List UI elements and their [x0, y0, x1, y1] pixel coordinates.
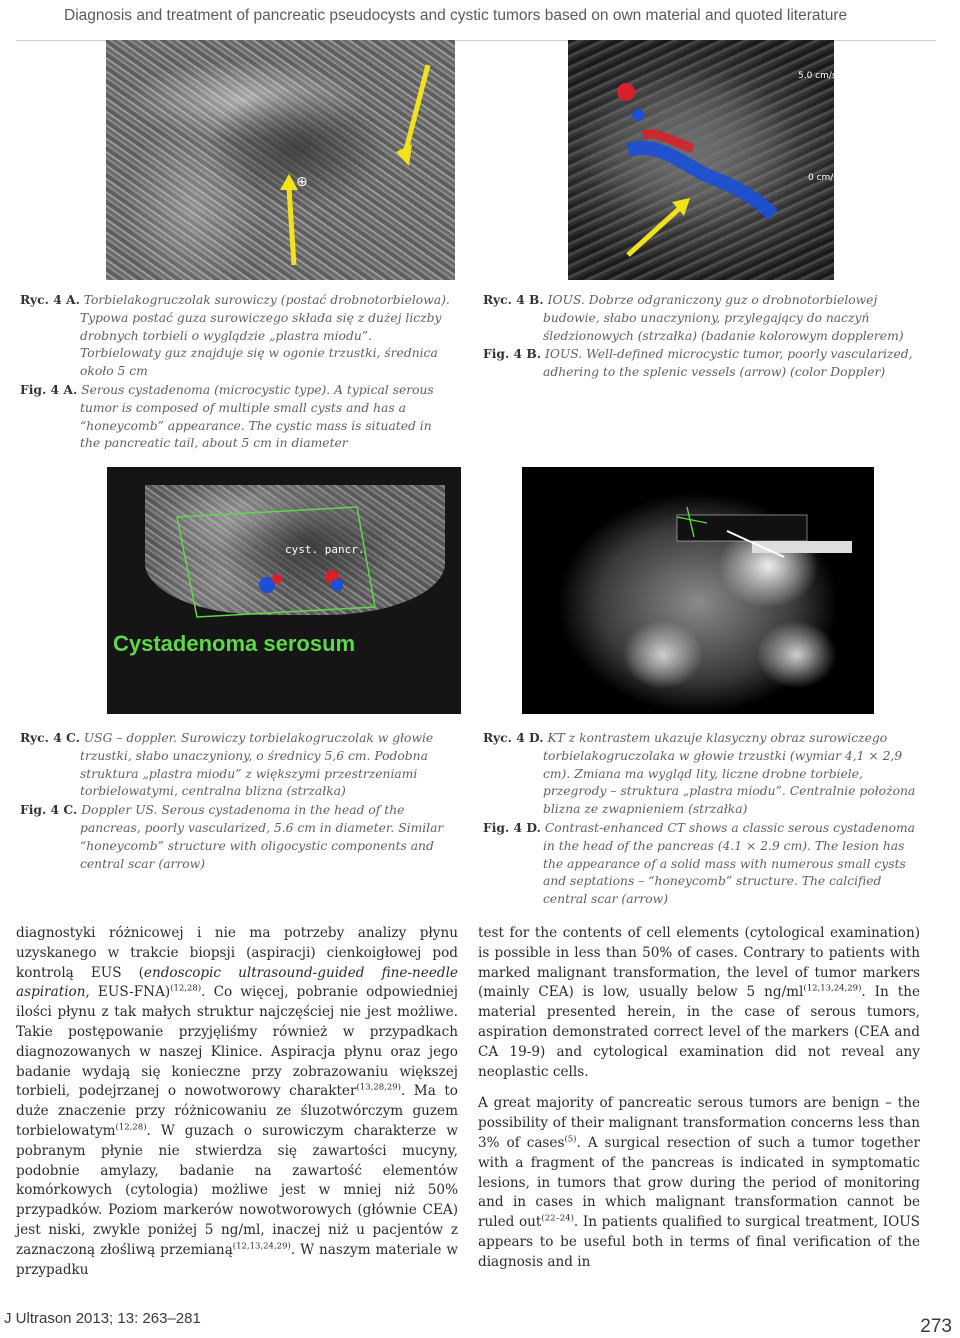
running-header: [16, 4, 936, 41]
figure-4c-overlay: [107, 467, 461, 714]
arrow-head-icon: [396, 144, 412, 166]
figure-4d-overlay: [522, 467, 874, 714]
body-paragraph: test for the contents of cell elements (cytological examination) is possible in less than 50% of cases. Contrary to patients with marked malignant transformation, the level of tumor markers (mainly CEA) is low, usually below 5 ng/ml$^{(12,13,24,29)}$. In the material presented herein, in the case of serous tumors, aspiration demonstrated correct level of the markers (CEA and CA 19-9) and cytological examination did not reveal any neoplastic cells.: [478, 925, 920, 1080]
scale-top-label: 5.0 cm/s: [798, 71, 837, 81]
caption-text: Doppler US. Serous cystadenoma in the head of the pancreas, poorly vascularized, 5.6 cm in diameter. Similar “honeycomb” structure with oligocystic components and central scar (arrow): [80, 803, 444, 871]
scale-bottom-label: 0 cm/s: [808, 173, 839, 183]
caption-text: IOUS. Well-defined microcystic tumor, poorly vascularized, adhering to the splenic vessels (arrow) (color Doppler): [543, 347, 913, 380]
figure-4c-doppler-us: [107, 467, 461, 714]
caption-text: Contrast-enhanced CT shows a classic serous cystadenoma in the head of the pancreas (4.1 × 2.9 cm). The lesion has the appearance of a solid mass with numerous small cysts and septations – “honeycomb” structure. The calcified central scar (arrow): [543, 820, 915, 907]
caption-text: Serous cystadenoma (microcystic type). A typical serous tumor is composed of multiple small cysts and has a “honeycomb” appearance. The cystic mass is situated in the pancreatic tail, about 5 cm in diameter: [80, 382, 434, 451]
caption-text: USG – doppler. Surowiczy torbielakogruczolak w głowie trzustki, słabo unaczyniony, o średnicy 5,6 cm. Podobna struktura „plastra miodu” z większymi przestrzeniami torbielowatymi, centralna blizna (strzałka): [80, 731, 434, 799]
cursor-marker-icon: ⊕: [296, 174, 308, 190]
caption-label: Fig. 4 D.: [483, 819, 541, 835]
body-column-left: [16, 924, 458, 1280]
caption-label: Fig. 4 B.: [483, 346, 542, 362]
caption-4d: [483, 729, 918, 909]
caption-4a: [20, 291, 452, 453]
body-paragraph: A great majority of pancreatic serous tumors are benign – the possibility of their malignant transformation concerns less than 3% of cases$^{(5)}$. A surgical resection of such a tumor together with a fragment of the pancreas is indicated in symptomatic lesions, in tumors that grow during the period of monitoring and in cases in which malignant transformation cannot be ruled out$^{(22-24)}$. In patients qualified to surgical treatment, IOUS appears to be useful both in terms of final verification of the diagnosis and in: [478, 1095, 920, 1270]
body-column-right: [478, 924, 920, 1273]
caption-label: Ryc. 4 A.: [20, 292, 80, 307]
caption-text: KT z kontrastem ukazuje klasyczny obraz surowiczego torbielakogruczolaka w głowie trzustki (wymiar 4,1 × 2,9 cm). Zmiana ma wygląd lity, liczne drobne torbiele, przegrody – struktura „plastra miodu”. Centralnie położona blizna ze zwapnieniem (strzałka): [543, 731, 916, 817]
overlay-text: cyst. pancr.: [285, 543, 365, 556]
caption-label: Ryc. 4 D.: [483, 730, 544, 745]
caption-label: Ryc. 4 C.: [20, 730, 80, 745]
page-number: 273: [920, 1316, 952, 1337]
caption-label: Ryc. 4 B.: [483, 292, 544, 307]
figure-4d-ct: [522, 467, 874, 714]
caption-4c: [20, 729, 452, 873]
caption-text: Torbielakogruczolak surowiczy (postać drobnotorbielowa). Typowa postać guza surowiczego składa się z dużej liczby drobnych torbieli o wyglądzie „plastra miodu”. Torbielowaty guz znajduje się w ogonie trzustki, średnica około 5 cm: [80, 293, 450, 379]
arrow-icon: [406, 65, 428, 150]
running-header-title: Diagnosis and treatment of pancreatic pseudocysts and cystic tumors based on own material and quoted literature: [64, 7, 848, 24]
overlay-label: Cystadenoma serosum: [113, 631, 356, 656]
journal-citation: J Ultrason 2013; 13: 263–281: [4, 1310, 201, 1327]
caption-label: Fig. 4 A.: [20, 381, 78, 397]
figure-4b-overlay: [568, 40, 839, 280]
caption-text: IOUS. Dobrze odgraniczony guz o drobnotorbielowej budowie, słabo unaczyniony, przylegający do naczyń śledzionowych (strzałka) (badanie kolorowym dopplerem): [543, 293, 904, 343]
caption-4b: [483, 291, 935, 382]
arrow-icon: [289, 188, 294, 265]
figure-4a-ultrasound: [106, 40, 455, 280]
figure-4b-doppler: [568, 40, 839, 280]
body-paragraph: diagnostyki różnicowej i nie ma potrzeby analizy płynu uzyskanego w trakcie biopsji (aspiracji) cienkoigłowej pod kontrolą EUS (endoscopic ultrasound-guided fine-needle aspiration, EUS-FNA)$^{(12,28)}$. Co więcej, pobranie odpowiedniej ilości płynu z tak małych struktur najczęściej nie jest możliwe. Takie postępowanie przyjęliśmy również w przypadkach diagnozowanych w naszej Klinice. Aspiracja płynu oraz jego badanie wydają się konieczne przy zobrazowaniu większej torbieli, podejrzanej o nowotworowy charakter$^{(13,28,29)}$. Ma to duże znaczenie przy różnicowaniu ze śluzotwórczym guzem torbielowatym$^{(12,28)}$. W guzach o surowiczym charakterze w pobranym płynie nie stwierdza się zawartości mucyny, podobnie amylazy, badanie na zawartość elementów komórkowych (cytologia) możliwe jest w mniej niż 50% przypadków. Poziom markerów nowotworowych (głównie CEA) jest niski, zwykle poniżej 5 ng/ml, inaczej niż u pacjentów z zaznaczoną złośliwą przemianą$^{(12,13,24,29)}$. W naszym materiale w przypadku: [16, 925, 458, 1278]
caption-label: Fig. 4 C.: [20, 802, 78, 818]
figure-4a-overlay: [106, 40, 455, 280]
arrow-icon: [628, 208, 680, 255]
